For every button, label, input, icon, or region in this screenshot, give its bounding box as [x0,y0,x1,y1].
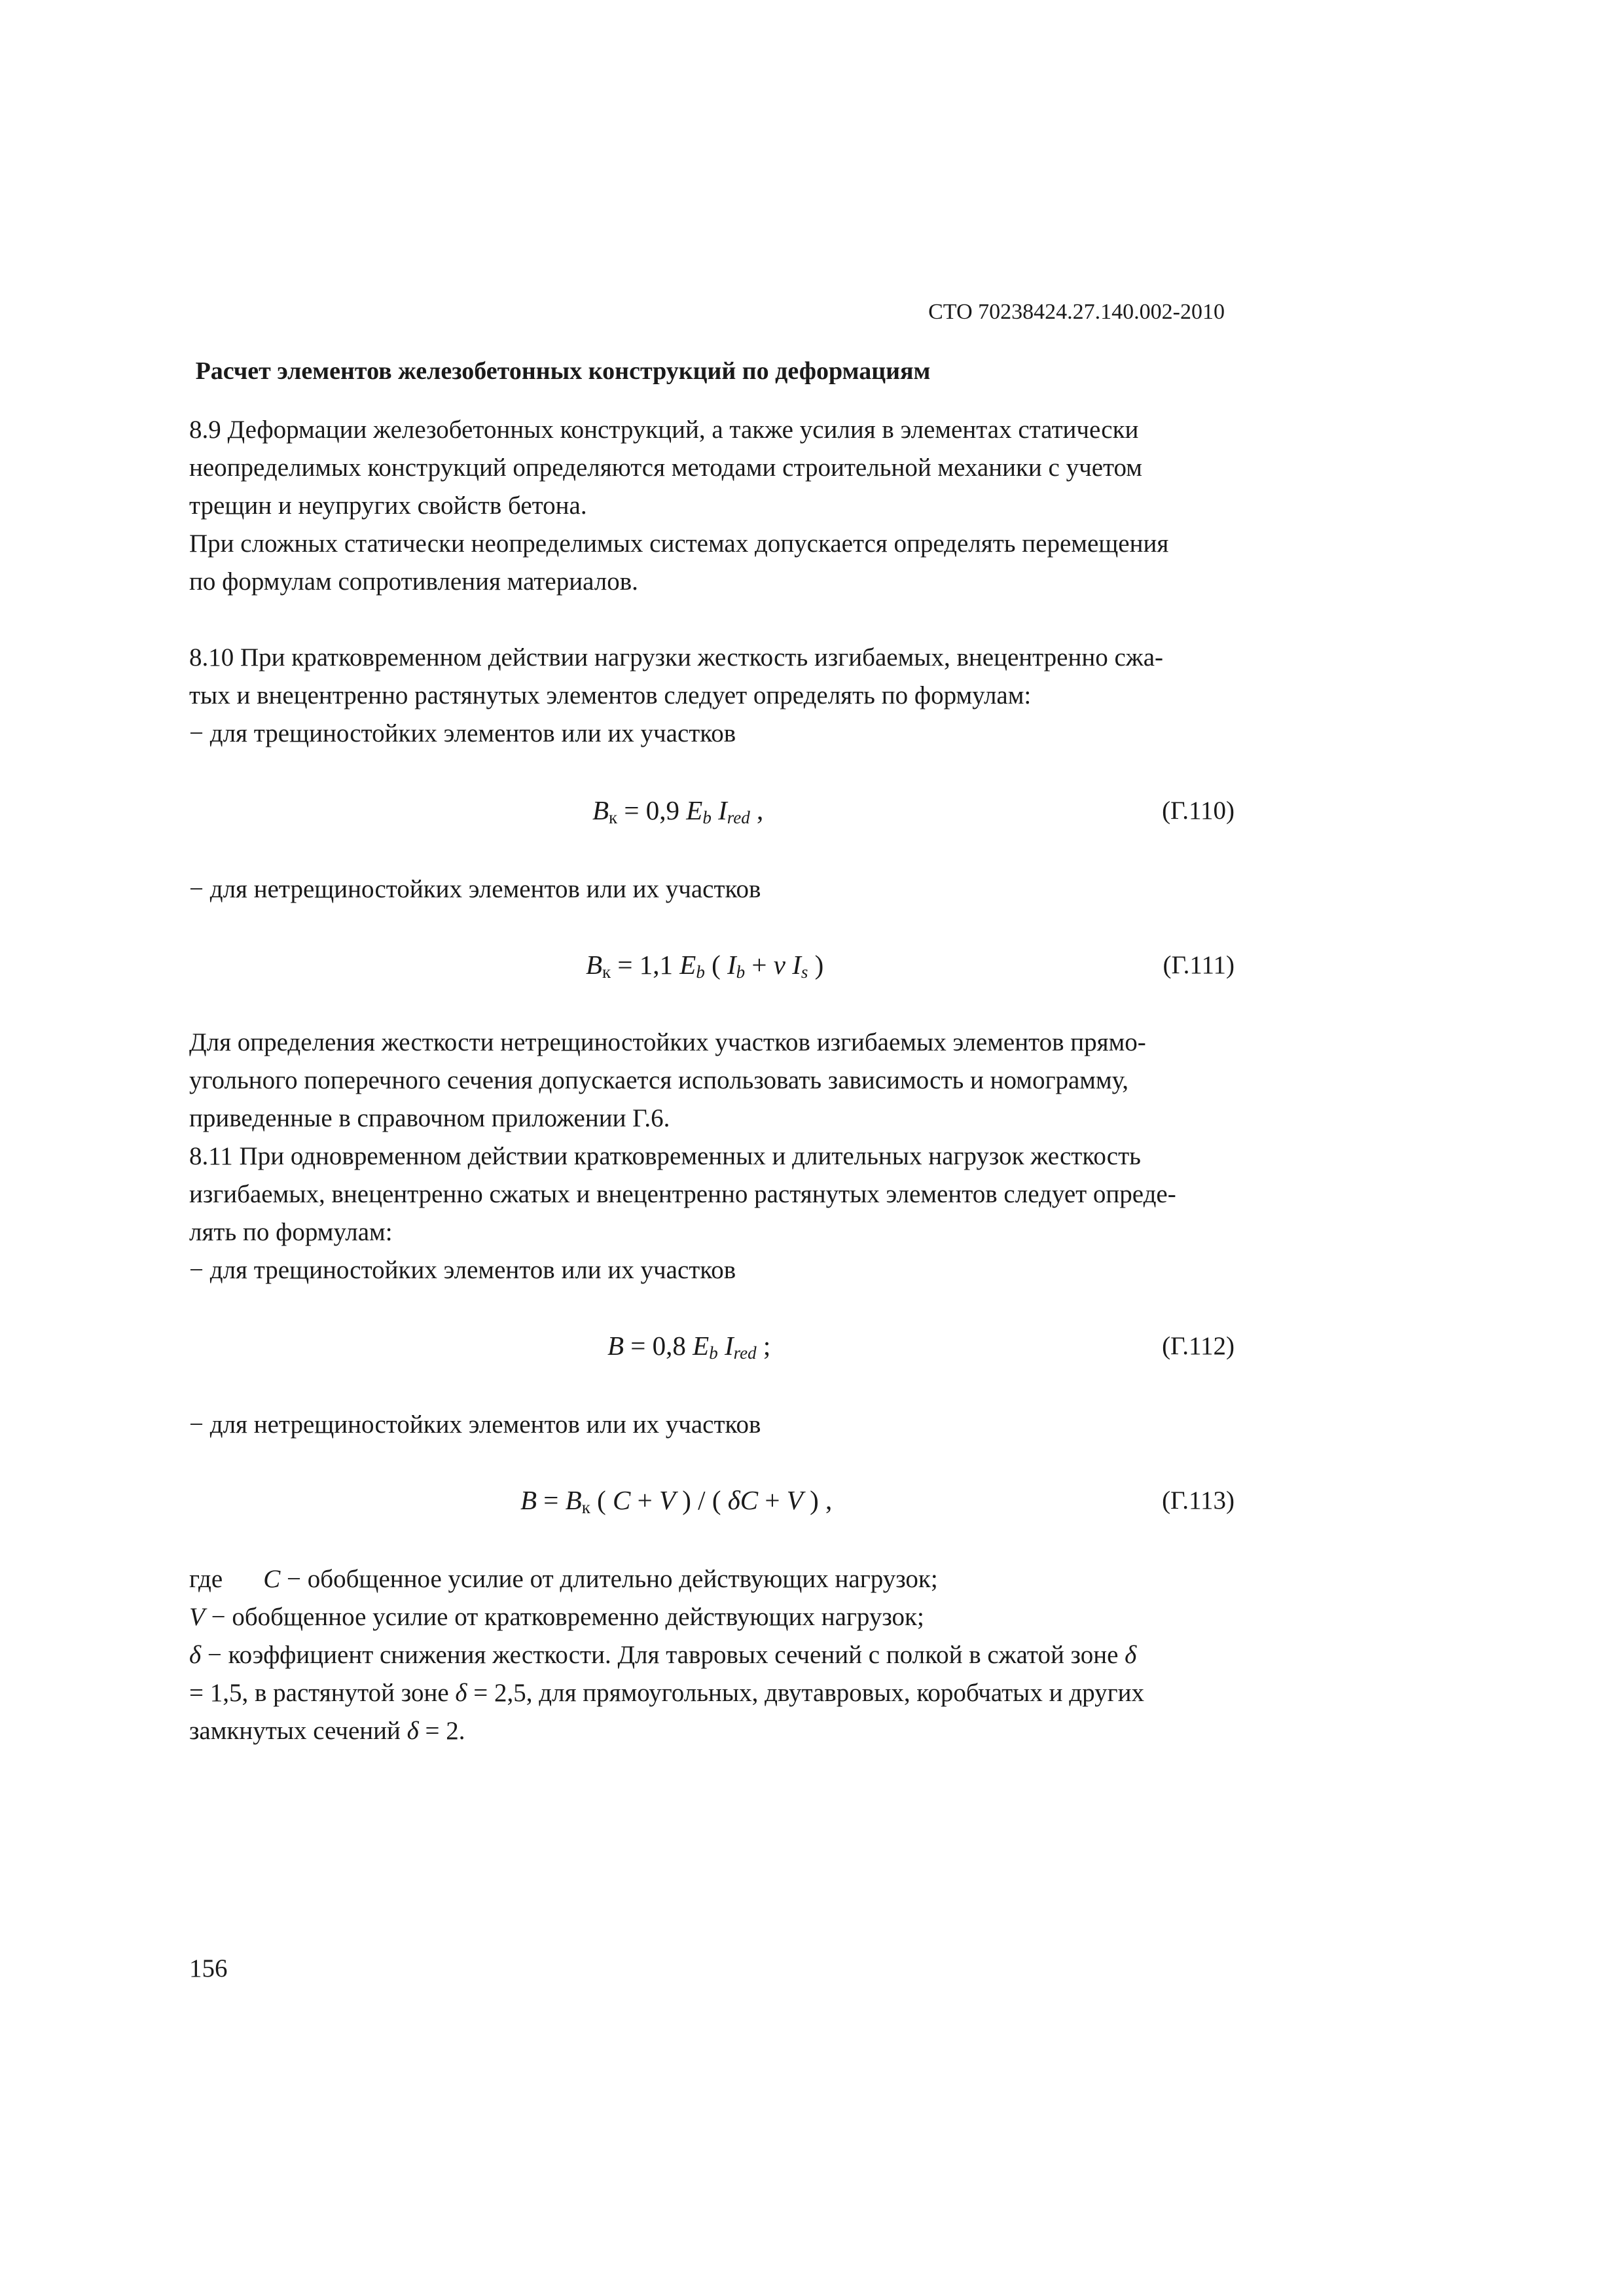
text-line: Для определения жесткости нетрещиностойких участков изгибаемых элементов прямо- [189,1028,1146,1056]
formula-number-g112: (Г.112) [1162,1332,1235,1360]
formula-number-g110: (Г.110) [1162,797,1235,825]
text-line: − для нетрещиностойких элементов или их участков [189,875,761,903]
formula-number-g113: (Г.113) [1162,1486,1235,1515]
paragraph-rect-and-8-11 [189,1024,1236,1289]
document-code: СТО 70238424.27.140.002-2010 [928,300,1225,324]
text-line: − для трещиностойких элементов или их участков [189,719,736,747]
formula-g113: $B = B_к$ ( C + V ) / ( δC + V ) , [520,1485,833,1517]
paragraph-8-9 [189,411,1236,601]
where-block [189,1560,1236,1750]
text-line: тых и внецентренно растянутых элементов следует определять по формулам: [189,681,1032,709]
where-line-v: V − обобщенное усилие от кратковременно действующих нагрузок; [189,1603,924,1631]
formula-g111: $B_к = 1,1$ $E_b$ ( $I_b + \nu$ $I_s$ ) [586,950,824,982]
text-line: 8.11 При одновременном действии кратковременных и длительных нагрузок жесткость [189,1142,1141,1170]
formula-number-g111: (Г.111) [1163,951,1235,979]
text-line: При сложных статически неопределимых системах допускается определять перемещения [189,529,1169,558]
text-line: трещин и неупругих свойств бетона. [189,492,587,520]
text-line: неопределимых конструкций определяются методами строительной механики с учетом [189,454,1142,482]
intro-nontr-1 [189,870,1236,908]
text-line: изгибаемых, внецентренно сжатых и внецентренно растянутых элементов следует опреде- [189,1180,1176,1208]
where-line-delta-3: замкнутых сечений δ = 2. [189,1717,465,1745]
where-line-delta-2: = 1,5, в растянутой зоне δ = 2,5, для прямоугольных, двутавровых, коробчатых и других [189,1679,1144,1707]
intro-nontr-2 [189,1406,1236,1444]
page-number: 156 [189,1954,228,1982]
formula-g110: $B_к = 0,9$ $E_b$ $I_{red}$ , [592,795,764,827]
text-line: 8.9 Деформации железобетонных конструкций, а также усилия в элементах статически [189,416,1139,444]
text-line: − для трещиностойких элементов или их участков [189,1256,736,1284]
text-line: угольного поперечного сечения допускается использовать зависимость и номограмму, [189,1066,1128,1094]
paragraph-8-10 [189,639,1236,753]
formula-g112: B = 0,8 $E_b$ $I_{red}$ ; [607,1331,771,1363]
text-line: 8.10 При кратковременном действии нагрузки жесткость изгибаемых, внецентренно сжа- [189,643,1164,672]
text-line: лять по формулам: [189,1218,393,1246]
section-title: Расчет элементов железобетонных конструкций по деформациям [195,357,931,385]
text-line: − для нетрещиностойких элементов или их участков [189,1410,761,1439]
where-line-delta: δ − коэффициент снижения жесткости. Для тавровых сечений с полкой в сжатой зоне δ [189,1641,1137,1669]
where-line-c: где C − обобщенное усилие от длительно действующих нагрузок; [189,1565,938,1593]
text-line: приведенные в справочном приложении Г.6. [189,1104,670,1132]
text-line: по формулам сопротивления материалов. [189,567,638,596]
